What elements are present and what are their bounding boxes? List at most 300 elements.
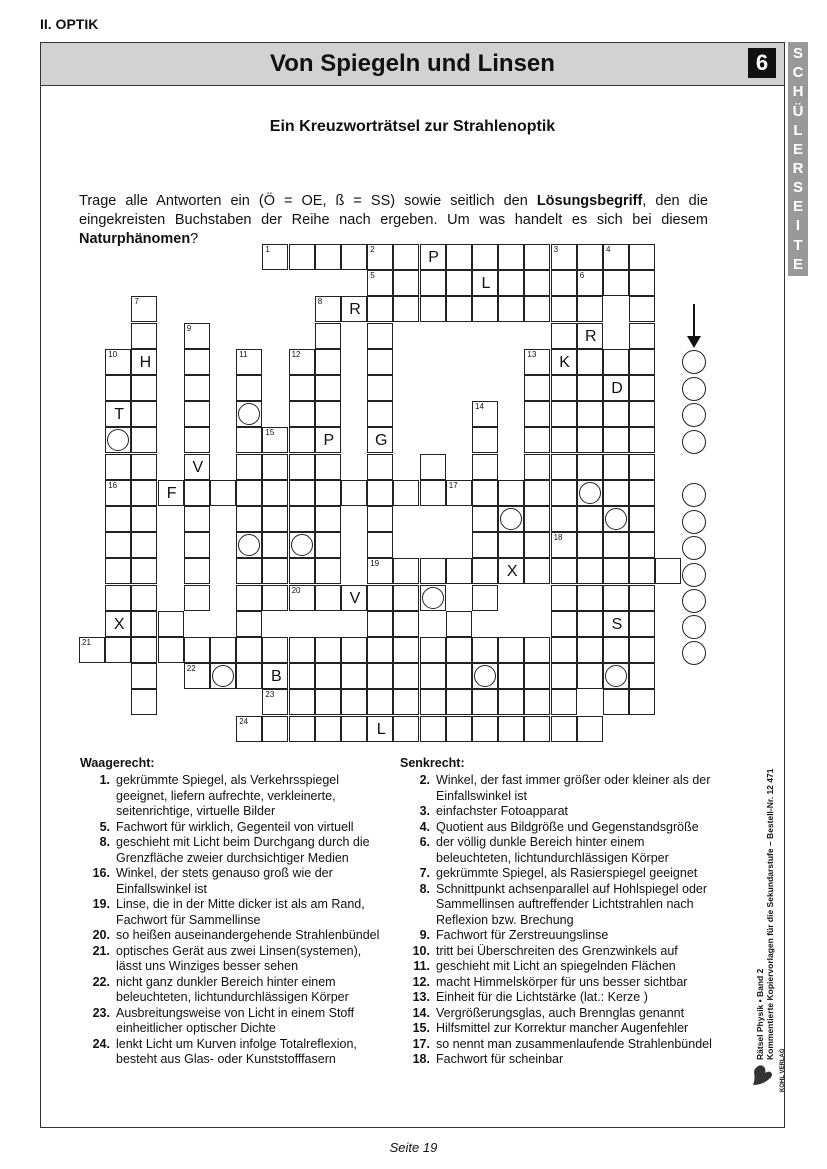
crossword-cell[interactable] <box>420 585 446 611</box>
crossword-cell[interactable] <box>105 427 131 453</box>
crossword-cell[interactable] <box>393 585 419 611</box>
crossword-cell[interactable] <box>420 558 446 584</box>
crossword-cell[interactable] <box>105 454 131 480</box>
crossword-cell[interactable] <box>420 244 446 270</box>
crossword-cell[interactable] <box>131 637 157 663</box>
solution-letter-circle[interactable] <box>682 430 706 454</box>
crossword-cell[interactable] <box>551 716 577 742</box>
crossword-cell[interactable] <box>393 296 419 322</box>
crossword-cell[interactable] <box>315 716 341 742</box>
crossword-cell[interactable] <box>498 506 524 532</box>
crossword-cell[interactable] <box>341 585 367 611</box>
crossword-cell[interactable] <box>420 663 446 689</box>
crossword-cell[interactable] <box>472 689 498 715</box>
crossword-cell[interactable] <box>236 716 262 742</box>
crossword-cell[interactable] <box>524 349 550 375</box>
crossword-cell[interactable] <box>131 558 157 584</box>
solution-letter-circle[interactable] <box>682 641 706 665</box>
crossword-cell[interactable] <box>524 270 550 296</box>
crossword-cell[interactable] <box>420 296 446 322</box>
crossword-cell[interactable] <box>367 270 393 296</box>
crossword-cell[interactable] <box>551 637 577 663</box>
crossword-cell[interactable] <box>131 506 157 532</box>
crossword-cell[interactable] <box>472 244 498 270</box>
crossword-cell[interactable] <box>498 716 524 742</box>
crossword-cell[interactable] <box>131 323 157 349</box>
crossword-cell[interactable] <box>629 244 655 270</box>
crossword-cell[interactable] <box>551 375 577 401</box>
crossword-cell[interactable] <box>551 323 577 349</box>
crossword-cell[interactable] <box>551 244 577 270</box>
crossword-cell[interactable] <box>472 296 498 322</box>
crossword-cell[interactable] <box>367 689 393 715</box>
crossword-cell[interactable] <box>420 716 446 742</box>
crossword-cell[interactable] <box>367 244 393 270</box>
crossword-cell[interactable] <box>367 401 393 427</box>
crossword-cell[interactable] <box>262 689 288 715</box>
crossword-cell[interactable] <box>315 323 341 349</box>
crossword-cell[interactable] <box>524 401 550 427</box>
crossword-cell[interactable] <box>262 532 288 558</box>
crossword-cell[interactable] <box>524 454 550 480</box>
crossword-cell[interactable] <box>577 611 603 637</box>
crossword-cell[interactable] <box>184 532 210 558</box>
crossword-cell[interactable] <box>315 296 341 322</box>
crossword-cell[interactable] <box>315 375 341 401</box>
crossword-cell[interactable] <box>472 454 498 480</box>
crossword-cell[interactable] <box>577 427 603 453</box>
solution-letter-circle[interactable] <box>682 510 706 534</box>
crossword-cell[interactable] <box>367 663 393 689</box>
crossword-cell[interactable] <box>289 375 315 401</box>
crossword-cell[interactable] <box>236 427 262 453</box>
given-letter: P <box>428 249 439 266</box>
crossword-cell[interactable] <box>184 637 210 663</box>
crossword-cell[interactable] <box>577 480 603 506</box>
crossword-cell[interactable] <box>158 611 184 637</box>
crossword-cell[interactable] <box>341 637 367 663</box>
crossword-cell[interactable] <box>446 611 472 637</box>
crossword-cell[interactable] <box>446 296 472 322</box>
crossword-cell[interactable] <box>236 663 262 689</box>
crossword-cell[interactable] <box>472 663 498 689</box>
crossword-cell[interactable] <box>629 270 655 296</box>
crossword-cell[interactable] <box>236 375 262 401</box>
crossword-cell[interactable] <box>629 454 655 480</box>
crossword-cell[interactable] <box>105 480 131 506</box>
crossword-cell[interactable] <box>367 637 393 663</box>
crossword-cell[interactable] <box>289 427 315 453</box>
crossword-cell[interactable] <box>603 454 629 480</box>
crossword-cell[interactable] <box>603 532 629 558</box>
crossword-cell[interactable] <box>446 637 472 663</box>
crossword-cell[interactable] <box>577 244 603 270</box>
crossword-cell[interactable] <box>551 270 577 296</box>
crossword-cell[interactable] <box>236 506 262 532</box>
crossword-cell[interactable] <box>262 506 288 532</box>
crossword-cell[interactable] <box>603 585 629 611</box>
crossword-cell[interactable] <box>551 532 577 558</box>
crossword-cell[interactable] <box>393 558 419 584</box>
clue-text: optisches Gerät aus zwei Linsen(systemen), lässt uns Winziges besser sehen <box>116 943 362 973</box>
crossword-cell[interactable] <box>393 270 419 296</box>
crossword-cell[interactable] <box>420 454 446 480</box>
crossword-cell[interactable] <box>629 689 655 715</box>
crossword-cell[interactable] <box>498 637 524 663</box>
crossword-cell[interactable] <box>551 558 577 584</box>
crossword-cell[interactable] <box>498 532 524 558</box>
solution-letter-circle[interactable] <box>682 563 706 587</box>
crossword-cell[interactable] <box>472 637 498 663</box>
solution-letter-circle[interactable] <box>682 589 706 613</box>
crossword-cell[interactable] <box>577 663 603 689</box>
crossword-cell[interactable] <box>472 716 498 742</box>
crossword-cell[interactable] <box>131 401 157 427</box>
crossword-cell[interactable] <box>498 663 524 689</box>
crossword-cell[interactable] <box>472 401 498 427</box>
crossword-cell[interactable] <box>131 611 157 637</box>
crossword-cell[interactable] <box>393 637 419 663</box>
crossword-cell[interactable] <box>577 558 603 584</box>
crossword-cell[interactable] <box>472 480 498 506</box>
crossword-cell[interactable] <box>367 296 393 322</box>
crossword-cell[interactable] <box>341 689 367 715</box>
crossword-cell[interactable] <box>603 689 629 715</box>
crossword-cell[interactable] <box>577 323 603 349</box>
crossword-cell[interactable] <box>367 611 393 637</box>
crossword-cell[interactable] <box>551 585 577 611</box>
crossword-cell[interactable] <box>629 401 655 427</box>
crossword-cell[interactable] <box>367 427 393 453</box>
crossword-cell[interactable] <box>184 454 210 480</box>
crossword-cell[interactable] <box>603 637 629 663</box>
crossword-cell[interactable] <box>315 427 341 453</box>
crossword-cell[interactable] <box>341 716 367 742</box>
clue-number-label: 23. <box>92 1005 110 1020</box>
crossword-cell[interactable] <box>289 558 315 584</box>
crossword-cell[interactable] <box>262 244 288 270</box>
crossword-cell[interactable] <box>472 427 498 453</box>
crossword-cell[interactable] <box>236 401 262 427</box>
crossword-cell[interactable] <box>577 637 603 663</box>
crossword-cell[interactable] <box>262 663 288 689</box>
crossword-cell[interactable] <box>184 427 210 453</box>
crossword-cell[interactable] <box>289 716 315 742</box>
crossword-cell[interactable] <box>79 637 105 663</box>
crossword-cell[interactable] <box>367 558 393 584</box>
crossword-cell[interactable] <box>315 558 341 584</box>
crossword-cell[interactable] <box>210 637 236 663</box>
crossword-cell[interactable] <box>524 244 550 270</box>
clue-number: 15 <box>265 428 275 438</box>
crossword-cell[interactable] <box>262 585 288 611</box>
solution-letter-circle[interactable] <box>682 350 706 374</box>
crossword-cell[interactable] <box>289 480 315 506</box>
crossword-cell[interactable] <box>262 637 288 663</box>
crossword-cell[interactable] <box>315 689 341 715</box>
crossword-cell[interactable] <box>341 663 367 689</box>
crossword-cell[interactable] <box>446 689 472 715</box>
crossword-cell[interactable] <box>262 454 288 480</box>
crossword-cell[interactable] <box>315 454 341 480</box>
crossword-cell[interactable] <box>498 270 524 296</box>
crossword-cell[interactable] <box>629 663 655 689</box>
crossword-cell[interactable] <box>315 532 341 558</box>
crossword-cell[interactable] <box>524 558 550 584</box>
crossword-cell[interactable] <box>551 296 577 322</box>
crossword-cell[interactable] <box>184 585 210 611</box>
crossword-cell[interactable] <box>184 506 210 532</box>
crossword-cell[interactable] <box>524 689 550 715</box>
crossword-cell[interactable] <box>105 637 131 663</box>
crossword-cell[interactable] <box>655 558 681 584</box>
crossword-cell[interactable] <box>551 663 577 689</box>
crossword-cell[interactable] <box>131 663 157 689</box>
crossword-cell[interactable] <box>629 480 655 506</box>
crossword-cell[interactable] <box>629 323 655 349</box>
crossword-cell[interactable] <box>367 323 393 349</box>
crossword-cell[interactable] <box>446 244 472 270</box>
crossword-cell[interactable] <box>498 480 524 506</box>
crossword-cell[interactable] <box>236 349 262 375</box>
crossword-cell[interactable] <box>184 401 210 427</box>
crossword-cell[interactable] <box>367 480 393 506</box>
crossword-cell[interactable] <box>105 375 131 401</box>
crossword-cell[interactable] <box>551 611 577 637</box>
crossword-cell[interactable] <box>158 637 184 663</box>
crossword-cell[interactable] <box>236 637 262 663</box>
crossword-cell[interactable] <box>603 244 629 270</box>
crossword-cell[interactable] <box>105 506 131 532</box>
crossword-cell[interactable] <box>603 506 629 532</box>
clue-number: 2 <box>370 245 375 254</box>
crossword-cell[interactable] <box>577 375 603 401</box>
crossword-cell[interactable] <box>289 689 315 715</box>
crossword-cell[interactable] <box>577 454 603 480</box>
crossword-cell[interactable] <box>105 585 131 611</box>
crossword-cell[interactable] <box>498 244 524 270</box>
crossword-cell[interactable] <box>603 349 629 375</box>
crossword-cell[interactable] <box>210 480 236 506</box>
crossword-cell[interactable] <box>629 611 655 637</box>
crossword-cell[interactable] <box>577 532 603 558</box>
crossword-cell[interactable] <box>289 244 315 270</box>
crossword-cell[interactable] <box>315 244 341 270</box>
crossword-cell[interactable] <box>498 296 524 322</box>
crossword-cell[interactable] <box>629 349 655 375</box>
crossword-cell[interactable] <box>289 637 315 663</box>
crossword-cell[interactable] <box>367 349 393 375</box>
solution-letter-circle[interactable] <box>682 377 706 401</box>
crossword-cell[interactable] <box>131 585 157 611</box>
subtitle: Ein Kreuzworträtsel zur Strahlenoptik <box>269 118 556 135</box>
crossword-cell[interactable] <box>315 506 341 532</box>
crossword-cell[interactable] <box>446 270 472 296</box>
crossword-cell[interactable] <box>262 427 288 453</box>
crossword-cell[interactable] <box>420 637 446 663</box>
crossword-cell[interactable] <box>184 375 210 401</box>
crossword-cell[interactable] <box>420 480 446 506</box>
solution-letter-circle[interactable] <box>682 403 706 427</box>
crossword-cell[interactable] <box>236 532 262 558</box>
crossword-cell[interactable] <box>551 506 577 532</box>
crossword-cell[interactable] <box>236 480 262 506</box>
crossword-cell[interactable] <box>524 637 550 663</box>
clue-number-label: 4. <box>419 819 430 834</box>
crossword-cell[interactable] <box>105 558 131 584</box>
crossword-cell[interactable] <box>105 532 131 558</box>
crossword-cell[interactable] <box>393 480 419 506</box>
crossword-cell[interactable] <box>498 558 524 584</box>
crossword-cell[interactable] <box>184 349 210 375</box>
crossword-cell[interactable] <box>315 480 341 506</box>
crossword-cell[interactable] <box>472 585 498 611</box>
crossword-cell[interactable] <box>158 480 184 506</box>
crossword-cell[interactable] <box>551 454 577 480</box>
solution-letter-circle[interactable] <box>682 483 706 507</box>
crossword-cell[interactable] <box>105 349 131 375</box>
crossword-cell[interactable] <box>289 454 315 480</box>
crossword-cell[interactable] <box>603 401 629 427</box>
crossword-cell[interactable] <box>262 480 288 506</box>
crossword-cell[interactable] <box>315 663 341 689</box>
crossword-cell[interactable] <box>367 585 393 611</box>
crossword-cell[interactable] <box>184 663 210 689</box>
crossword-cell[interactable] <box>472 532 498 558</box>
crossword-cell[interactable] <box>131 427 157 453</box>
crossword-cell[interactable] <box>524 506 550 532</box>
crossword-cell[interactable] <box>131 689 157 715</box>
crossword-cell[interactable] <box>131 480 157 506</box>
crossword-cell[interactable] <box>262 558 288 584</box>
crossword-cell[interactable] <box>446 558 472 584</box>
crossword-cell[interactable] <box>131 375 157 401</box>
crossword-cell[interactable] <box>603 611 629 637</box>
crossword-cell[interactable] <box>367 532 393 558</box>
crossword-cell[interactable] <box>524 480 550 506</box>
crossword-cell[interactable] <box>577 401 603 427</box>
crossword-cell[interactable] <box>524 532 550 558</box>
crossword-cell[interactable] <box>420 689 446 715</box>
crossword-cell[interactable] <box>446 716 472 742</box>
crossword-cell[interactable] <box>524 427 550 453</box>
crossword-cell[interactable] <box>289 349 315 375</box>
crossword-cell[interactable] <box>105 611 131 637</box>
crossword-cell[interactable] <box>577 585 603 611</box>
clue-text: Schnittpunkt achsenparallel auf Hohlspiegel oder Sammellinsen auftreffender Lichtstrahlen nach Reflexion bzw. Brechung <box>436 881 708 927</box>
crossword-cell[interactable] <box>603 375 629 401</box>
crossword-cell[interactable] <box>289 532 315 558</box>
crossword-cell[interactable] <box>524 296 550 322</box>
crossword-cell[interactable] <box>472 506 498 532</box>
crossword-cell[interactable] <box>577 716 603 742</box>
crossword-cell[interactable] <box>315 349 341 375</box>
crossword-cell[interactable] <box>629 427 655 453</box>
crossword-cell[interactable] <box>393 611 419 637</box>
crossword-cell[interactable] <box>184 558 210 584</box>
crossword-cell[interactable] <box>446 663 472 689</box>
crossword-cell[interactable] <box>603 558 629 584</box>
crossword-cell[interactable] <box>184 323 210 349</box>
crossword-cell[interactable] <box>551 427 577 453</box>
crossword-cell[interactable] <box>577 349 603 375</box>
crossword-cell[interactable] <box>577 296 603 322</box>
crossword-cell[interactable] <box>629 375 655 401</box>
crossword-cell[interactable] <box>105 401 131 427</box>
crossword-cell[interactable] <box>236 585 262 611</box>
crossword-cell[interactable] <box>289 663 315 689</box>
crossword-cell[interactable] <box>393 663 419 689</box>
crossword-cell[interactable] <box>629 506 655 532</box>
crossword-cell[interactable] <box>472 270 498 296</box>
crossword-cell[interactable] <box>551 480 577 506</box>
crossword-cell[interactable] <box>131 454 157 480</box>
crossword-cell[interactable] <box>551 349 577 375</box>
crossword-cell[interactable] <box>341 480 367 506</box>
clue-number: 9 <box>186 323 192 333</box>
crossword-cell[interactable] <box>629 532 655 558</box>
solution-letter-circle[interactable] <box>682 536 706 560</box>
crossword-cell[interactable] <box>315 585 341 611</box>
crossword-cell[interactable] <box>367 506 393 532</box>
crossword-cell[interactable] <box>629 558 655 584</box>
crossword-cell[interactable] <box>131 296 157 322</box>
crossword-cell[interactable] <box>131 532 157 558</box>
crossword-cell[interactable] <box>341 244 367 270</box>
crossword-cell[interactable] <box>577 506 603 532</box>
crossword-cell[interactable] <box>603 270 629 296</box>
crossword-cell[interactable] <box>446 480 472 506</box>
crossword-cell[interactable] <box>367 716 393 742</box>
crossword-cell[interactable] <box>420 270 446 296</box>
crossword-cell[interactable] <box>236 454 262 480</box>
crossword-cell[interactable] <box>262 716 288 742</box>
crossword-cell[interactable] <box>131 349 157 375</box>
crossword-cell[interactable] <box>236 558 262 584</box>
crossword-cell[interactable] <box>524 663 550 689</box>
crossword-cell[interactable] <box>210 663 236 689</box>
crossword-cell[interactable] <box>367 454 393 480</box>
solution-letter-circle[interactable] <box>682 615 706 639</box>
crossword-cell[interactable] <box>603 427 629 453</box>
crossword-cell[interactable] <box>551 689 577 715</box>
crossword-cell[interactable] <box>315 637 341 663</box>
crossword-cell[interactable] <box>315 401 341 427</box>
crossword-cell[interactable] <box>393 689 419 715</box>
crossword-cell[interactable] <box>289 506 315 532</box>
crossword-cell[interactable] <box>393 244 419 270</box>
clue-text: Einheit für die Lichtstärke (lat.: Kerze ) <box>436 990 648 1004</box>
crossword-cell[interactable] <box>289 585 315 611</box>
crossword-cell[interactable] <box>524 716 550 742</box>
crossword-cell[interactable] <box>629 637 655 663</box>
crossword-cell[interactable] <box>341 296 367 322</box>
crossword-cell[interactable] <box>236 611 262 637</box>
crossword-cell[interactable] <box>289 401 315 427</box>
crossword-cell[interactable] <box>629 585 655 611</box>
crossword-cell[interactable] <box>603 480 629 506</box>
crossword-cell[interactable] <box>551 401 577 427</box>
crossword-cell[interactable] <box>577 270 603 296</box>
crossword-cell[interactable] <box>603 663 629 689</box>
crossword-cell[interactable] <box>184 480 210 506</box>
crossword-cell[interactable] <box>367 375 393 401</box>
crossword-cell[interactable] <box>524 375 550 401</box>
crossword-cell[interactable] <box>498 689 524 715</box>
crossword-cell[interactable] <box>629 296 655 322</box>
crossword-cell[interactable] <box>393 716 419 742</box>
crossword-cell[interactable] <box>472 558 498 584</box>
